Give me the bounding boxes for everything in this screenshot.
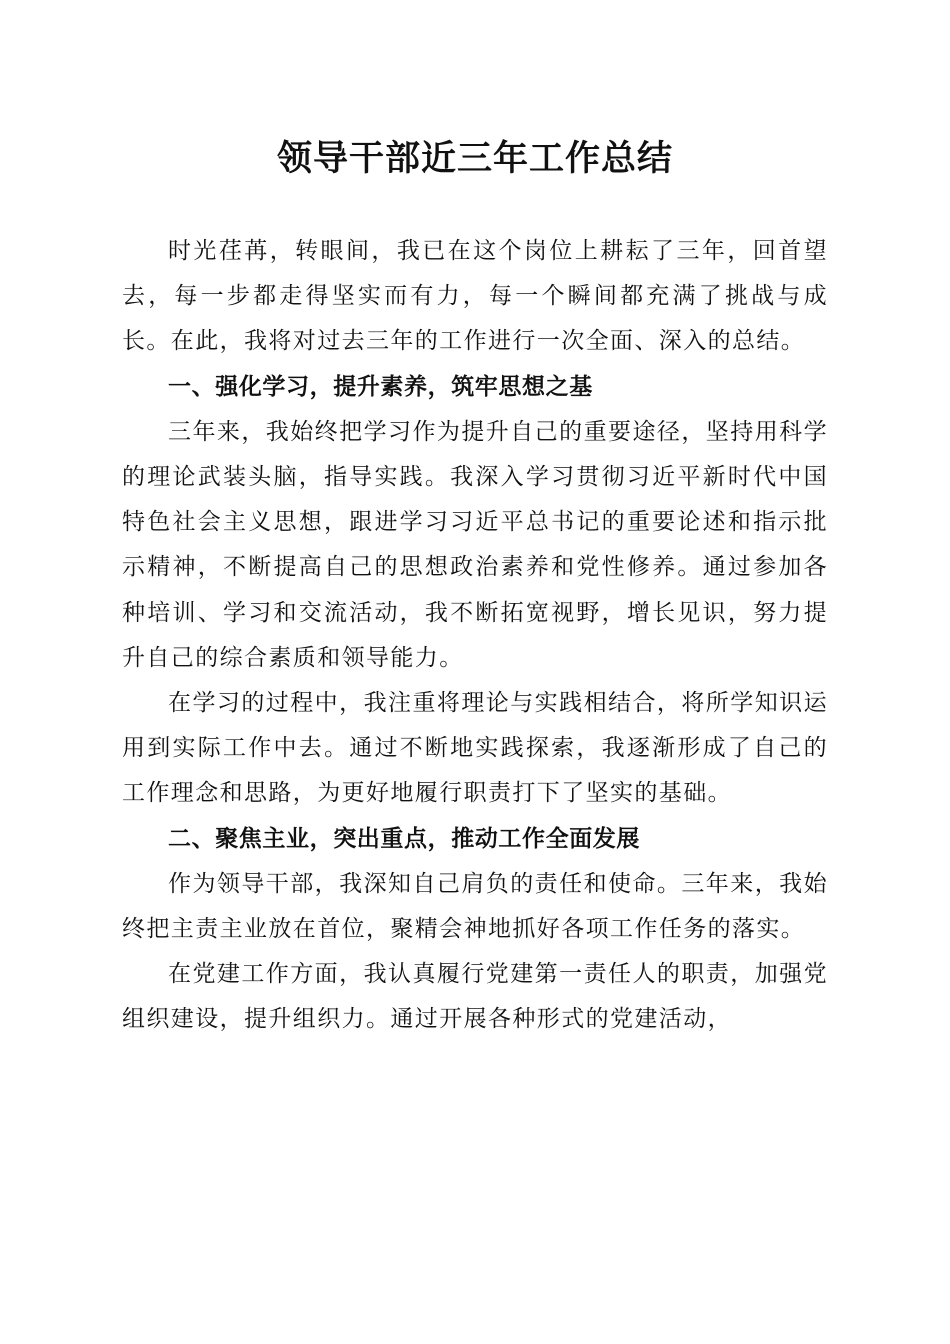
paragraph-study-1: 三年来，我始终把学习作为提升自己的重要途径，坚持用科学的理论武装头脑，指导实践。我深入学习贯彻习近平新时代中国特色社会主义思想，跟进学习习近平总书记的重要论述和指示批示精神，不断提高自己的思想政治素养和党性修养。通过参加各种培训、学习和交流活动，我不断拓宽视野，增长见识，努力提升自己的综合素质和领导能力。 <box>122 418 828 671</box>
document-body <box>122 229 828 1043</box>
paragraph-work-1: 作为领导干部，我深知自己肩负的责任和使命。三年来，我始终把主责主业放在首位，聚精会神地抓好各项工作任务的落实。 <box>122 870 828 943</box>
section-heading-1: 一、强化学习，提升素养，筑牢思想之基 <box>168 373 593 400</box>
document-title: 领导干部近三年工作总结 <box>276 138 673 179</box>
paragraph-work-2: 在党建工作方面，我认真履行党建第一责任人的职责，加强党组织建设，提升组织力。通过开展各种形式的党建活动， <box>122 961 828 1033</box>
paragraph-intro: 时光荏苒，转眼间，我已在这个岗位上耕耘了三年，回首望去，每一步都走得坚实而有力，每一个瞬间都充满了挑战与成长。在此，我将对过去三年的工作进行一次全面、深入的总结。 <box>122 238 828 355</box>
paragraph-study-2: 在学习的过程中，我注重将理论与实践相结合，将所学知识运用到实际工作中去。通过不断地实践探索，我逐渐形成了自己的工作理念和思路，为更好地履行职责打下了坚实的基础。 <box>122 690 828 807</box>
section-heading-2: 二、聚焦主业，突出重点，推动工作全面发展 <box>168 825 640 852</box>
